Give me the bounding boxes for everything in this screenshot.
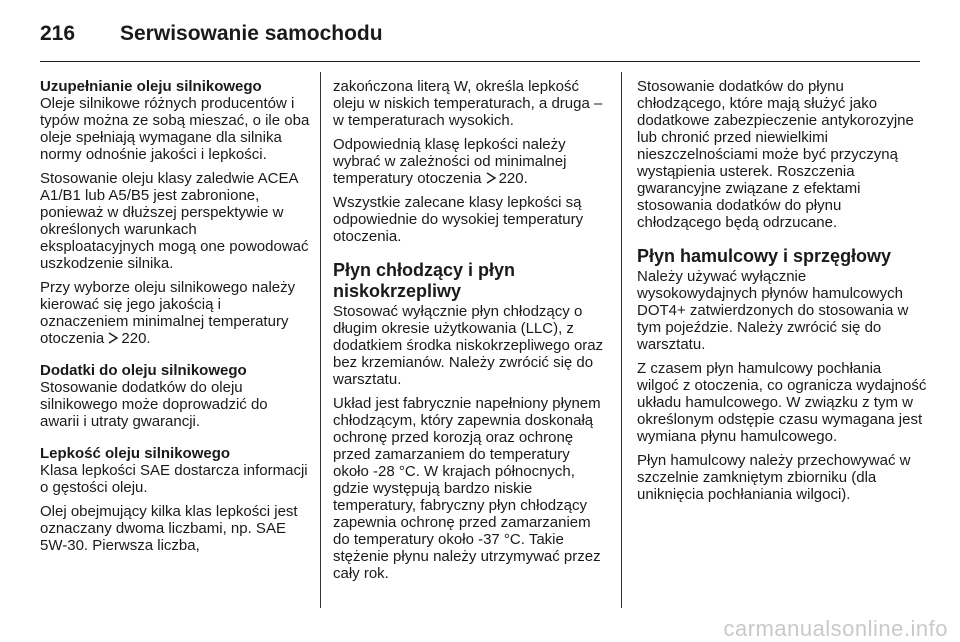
paragraph: Stosować wyłącznie płyn chłodzący o długim okresie użytkowania (LLC), z dodatkiem środka niskokrzepliwego oraz bez krzemianów. Należy zwrócić się do warsztatu.	[333, 303, 604, 388]
paragraph: Stosowanie dodatków do płynu chłodzącego, które mają służyć jako dodatkowe zabezpieczenie antykorozyjne lub chronić przed niewielkimi nieszczelnościami może być przyczyną wystąpienia usterek. Roszczenia gwarancyjne związane z efektami stosowania dodatków do płynu chłodzącego będą odrzucane.	[637, 78, 914, 231]
watermark: carmanualsonline.info	[723, 616, 948, 641]
page-reference[interactable]: 220.	[121, 330, 151, 347]
page-number: 216	[40, 22, 76, 45]
paragraph: Należy używać wyłącznie wysokowydajnych płynów hamulcowych DOT4+ zatwierdzonych do stosowania w tym pojeździe. Należy zwrócić się do warsztatu.	[637, 268, 909, 353]
paragraph: Przy wyborze oleju silnikowego należy kierować się jego jakością i oznaczeniem minimalnej temperatury otoczenia 220.	[40, 279, 296, 347]
column-divider-2	[621, 72, 622, 608]
page-reference[interactable]: 220.	[498, 170, 528, 187]
paragraph: Stosowanie oleju klasy zaledwie ACEA A1/B1 lub A5/B5 jest zabronione, ponieważ w dłuższej perspektywie w określonych warunkach eksploatacyjnych mogą one powodować uszkodzenie silnika.	[40, 170, 309, 272]
column-2	[333, 78, 608, 589]
page-title: Serwisowanie samochodu	[120, 22, 383, 45]
header-rule	[40, 61, 920, 62]
paragraph: Olej obejmujący kilka klas lepkości jest oznaczany dwoma liczbami, np. SAE 5W-30. Pierwsza liczba,	[40, 503, 298, 554]
paragraph: Odpowiednią klasę lepkości należy wybrać w zależności od minimalnej temperatury otoczenia 220.	[333, 136, 567, 187]
section-heading-coolant: Płyn chłodzący i płyn niskokrzepliwy	[333, 260, 516, 301]
paragraph: Wszystkie zalecane klasy lepkości są odpowiednie do wysokiej temperatury otoczenia.	[333, 194, 584, 245]
page-header	[40, 14, 920, 54]
column-3	[637, 78, 927, 510]
section-heading-brake-fluid: Płyn hamulcowy i sprzęgłowy	[637, 246, 892, 266]
paragraph: Płyn hamulcowy należy przechowywać w szczelnie zamkniętym zbiorniku (dla uniknięcia pochłaniania wilgoci).	[637, 452, 911, 503]
paragraph: Z czasem płyn hamulcowy pochłania wilgoć z otoczenia, co ogranicza wydajność układu hamulcowego. W związku z tym w określonym odstępie czasu wymagana jest wymiana płynu hamulcowego.	[637, 360, 927, 445]
paragraph: zakończona literą W, określa lepkość oleju w niskich temperaturach, a druga – w temperaturach wysokich.	[333, 78, 603, 129]
section-heading-oil-additives: Dodatki do oleju silnikowego	[40, 362, 247, 379]
page-reference-arrow-icon[interactable]	[108, 332, 119, 344]
column-1	[40, 78, 310, 561]
paragraph: Stosowanie dodatków do oleju silnikowego może doprowadzić do awarii i utraty gwarancji.	[40, 379, 268, 430]
paragraph: Układ jest fabrycznie napełniony płynem chłodzącym, który zapewnia doskonałą ochronę przed korozją oraz ochronę przed zamarzaniem do temperatury około -28 °C. W krajach północnych, gdzie występują bardzo niskie temperatury, fabryczny płyn chłodzący zapewnia ochronę przed zamarzaniem do temperatury około -37 °C. Takie stężenie płynu należy utrzymywać przez cały rok.	[333, 395, 601, 582]
section-heading-oil-viscosity: Lepkość oleju silnikowego	[40, 445, 231, 462]
paragraph: Klasa lepkości SAE dostarcza informacji o gęstości oleju.	[40, 462, 308, 496]
paragraph: Oleje silnikowe różnych producentów i typów można ze sobą mieszać, o ile oba oleje spełniają wymagane dla silnika normy odnośnie jakości i lepkości.	[40, 95, 310, 163]
column-divider-1	[320, 72, 321, 608]
section-heading-oil-refill: Uzupełnianie oleju silnikowego	[40, 78, 262, 95]
page-reference-arrow-icon[interactable]	[486, 172, 497, 184]
